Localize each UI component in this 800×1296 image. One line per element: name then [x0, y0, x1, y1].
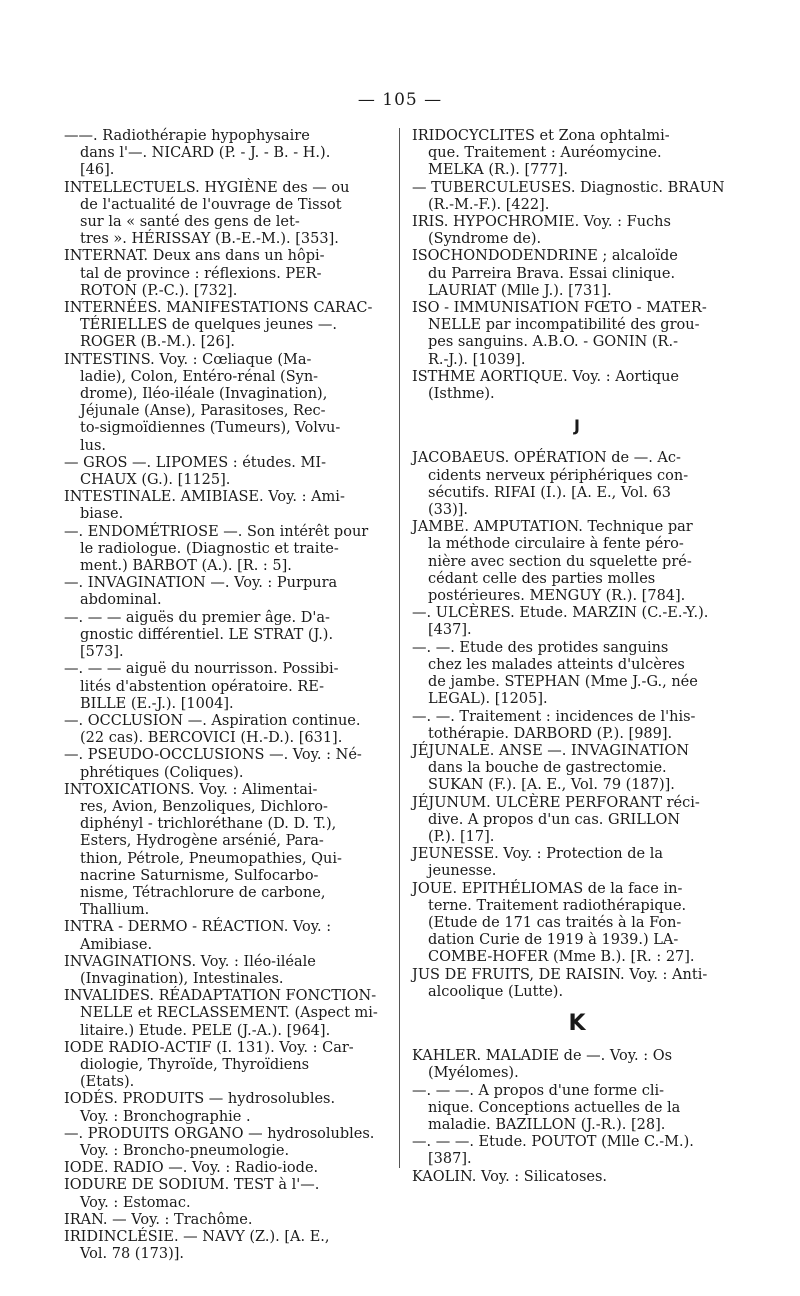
entry-line: chez les malades atteints d'ulcères — [428, 656, 685, 673]
index-entry — [64, 455, 386, 489]
entry-line: res, Avion, Benzoliques, Dichloro- — [80, 798, 328, 815]
entry-line: SUKAN (F.). [A. E., Vol. 79 (187)]. — [428, 777, 675, 794]
entry-line: cidents nerveux périphériques con- — [428, 467, 689, 484]
entry-line: dive. A propos d'un cas. GRILLON — [428, 811, 681, 828]
entry-line: — GROS —. LIPOMES : études. MI- — [64, 454, 326, 471]
index-entry — [412, 1083, 742, 1135]
section-k — [412, 1048, 742, 1186]
section-j — [412, 450, 742, 1001]
entry-line: de jambe. STEPHAN (Mme J.-G., née — [428, 674, 698, 691]
entry-line: (Isthme). — [428, 386, 495, 403]
entry-line: Vol. 78 (173)]. — [80, 1246, 185, 1263]
entry-line: Thallium. — [80, 902, 150, 919]
index-entry — [64, 713, 386, 747]
entry-line: (Syndrome de). — [428, 231, 542, 248]
entry-line: gnostic différentiel. LE STRAT (J.). — [80, 626, 334, 643]
entry-line: NELLE et RECLASSEMENT. (Aspect mi- — [80, 1005, 378, 1022]
entry-line: litaire.) Etude. PELE (J.-A.). [964]. — [80, 1022, 331, 1039]
entry-line: LEGAL). [1205]. — [428, 691, 548, 708]
entry-line: IRIDOCYCLITES et Zona ophtalmi- — [412, 128, 670, 144]
entry-line: to-sigmoïdiennes (Tumeurs), Volvu- — [80, 420, 341, 437]
entry-line: tres ». HÉRISSAY (B.-E.-M.). [353]. — [80, 231, 339, 248]
index-entry — [412, 180, 742, 214]
entry-line: (Etats). — [80, 1074, 135, 1091]
entry-line: ——. Radiothérapie hypophysaire — [64, 128, 310, 144]
entry-line: JACOBAEUS. OPÉRATION de —. Ac- — [412, 450, 681, 467]
index-entry — [64, 919, 386, 953]
entry-line: nière avec section du squelette pré- — [428, 553, 692, 570]
entry-line: [437]. — [428, 622, 472, 639]
entry-line: INTESTINS. Voy. : Cœliaque (Ma- — [64, 351, 312, 368]
entry-line: —. OCCLUSION —. Aspiration continue. — [64, 712, 361, 729]
entry-line: dans la bouche de gastrectomie. — [428, 760, 667, 777]
entry-line: —. — — aiguës du premier âge. D'a- — [64, 609, 330, 626]
entry-line: —. PSEUDO-OCCLUSIONS —. Voy. : Né- — [64, 747, 362, 764]
right-column — [412, 128, 742, 1186]
entry-line: INTRA - DERMO - RÉACTION. Voy. : — [64, 919, 332, 936]
index-entry — [412, 967, 742, 1001]
entry-line: maladie. BAZILLON (J.-R.). [28]. — [428, 1116, 666, 1133]
entry-line: JÉJUNALE. ANSE —. INVAGINATION — [412, 742, 690, 759]
entry-line: LAURIAT (Mlle J.). [731]. — [428, 282, 612, 299]
index-entry — [412, 128, 742, 180]
entry-line: [46]. — [80, 162, 115, 179]
index-entry — [64, 300, 386, 352]
entry-line: abdominal. — [80, 592, 162, 609]
entry-line: IODÉS. PRODUITS — hydrosolubles. — [64, 1091, 336, 1108]
index-entry — [412, 1048, 742, 1082]
index-entry — [64, 248, 386, 300]
entry-line: diologie, Thyroïde, Thyroïdiens — [80, 1056, 310, 1073]
index-entry — [64, 128, 386, 180]
entry-line: dation Curie de 1919 à 1939.) LA- — [428, 932, 679, 949]
entry-line: JAMBE. AMPUTATION. Technique par — [412, 519, 693, 536]
entry-line: R.-J.). [1039]. — [428, 351, 526, 368]
index-entry — [412, 1169, 742, 1186]
index-entry — [412, 214, 742, 248]
index-entry — [64, 661, 386, 713]
entry-line: NELLE par incompatibilité des grou- — [428, 317, 700, 334]
entry-line: nique. Conceptions actuelles de la — [428, 1099, 681, 1116]
entry-line: JOUE. EPITHÉLIOMAS de la face in- — [412, 880, 683, 897]
entry-line: CHAUX (G.). [1125]. — [80, 472, 231, 489]
index-entry — [64, 489, 386, 523]
entry-line: phrétiques (Coliques). — [80, 764, 244, 781]
entry-line: ISOCHONDODENDRINE ; alcaloïde — [412, 248, 678, 265]
index-entry — [64, 954, 386, 988]
entry-line: JÉJUNUM. ULCÈRE PERFORANT réci- — [412, 794, 700, 811]
index-entry — [64, 575, 386, 609]
index-entry — [412, 1134, 742, 1168]
entry-line: ROGER (B.-M.). [26]. — [80, 334, 236, 351]
entry-line: IODURE DE SODIUM. TEST à l'—. — [64, 1177, 320, 1194]
entry-line: ment.) BARBOT (A.). [R. : 5]. — [80, 558, 292, 575]
entry-line: (P.). [17]. — [428, 828, 495, 845]
entry-line: ISTHME AORTIQUE. Voy. : Aortique — [412, 368, 679, 385]
entry-line: diphényl - trichloréthane (D. D. T.), — [80, 816, 337, 833]
entry-line: ISO - IMMUNISATION FŒTO - MATER- — [412, 300, 707, 317]
entry-line: BILLE (E.-J.). [1004]. — [80, 695, 234, 712]
entry-line: du Parreira Brava. Essai clinique. — [428, 265, 676, 282]
entry-line: IODE RADIO-ACTIF (I. 131). Voy. : Car- — [64, 1039, 354, 1056]
entry-line: IRIS. HYPOCHROMIE. Voy. : Fuchs — [412, 214, 671, 231]
entry-line: jeunesse. — [428, 863, 497, 880]
entry-line: Voy. : Broncho-pneumologie. — [80, 1142, 290, 1159]
entry-line: Esters, Hydrogène arsénié, Para- — [80, 833, 324, 850]
section-letter-j: J — [574, 416, 580, 436]
entry-line: drome), Iléo-iléale (Invagination), — [80, 386, 328, 403]
entry-line: INTERNAT. Deux ans dans un hôpi- — [64, 248, 325, 265]
entry-line: IODE. RADIO —. Voy. : Radio-iode. — [64, 1160, 319, 1177]
entry-line: ROTON (P.-C.). [732]. — [80, 282, 238, 299]
entry-line: INTELLECTUELS. HYGIÈNE des — ou — [64, 179, 350, 196]
entry-line: Voy. : Bronchographie . — [80, 1108, 251, 1125]
index-entry — [412, 605, 742, 639]
entry-line: [573]. — [80, 644, 124, 661]
entry-line: —. PRODUITS ORGANO — hydrosolubles. — [64, 1125, 375, 1142]
entry-line: (33)]. — [428, 502, 469, 519]
entry-line: INVAGINATIONS. Voy. : Iléo-iléale — [64, 953, 316, 970]
entry-line: (Myélomes). — [428, 1065, 519, 1082]
entry-line: [387]. — [428, 1151, 472, 1168]
entry-line: biase. — [80, 506, 124, 523]
index-entry — [64, 180, 386, 249]
index-entry — [412, 743, 742, 795]
entry-line: —. ULCÈRES. Etude. MARZIN (C.-E.-Y.). — [412, 605, 709, 622]
column-divider — [399, 128, 400, 1168]
entry-line: JEUNESSE. Voy. : Protection de la — [412, 846, 663, 863]
entry-line: Jéjunale (Anse), Parasitoses, Rec- — [80, 403, 326, 420]
entry-line: cédant celle des parties molles — [428, 570, 656, 587]
entry-line: JUS DE FRUITS, DE RAISIN. Voy. : Anti- — [412, 966, 708, 983]
entry-line: le radiologue. (Diagnostic et traite- — [80, 540, 339, 557]
section-letter-k: K — [568, 1010, 586, 1036]
entry-line: thion, Pétrole, Pneumopathies, Qui- — [80, 850, 342, 867]
entry-line: nisme, Tétrachlorure de carbone, — [80, 884, 326, 901]
entry-line: INTESTINALE. AMIBIASE. Voy. : Ami- — [64, 489, 345, 506]
index-entry — [64, 1177, 386, 1211]
entry-line: COMBE-HOFER (Mme B.). [R. : 27]. — [428, 949, 695, 966]
entry-line: INTERNÉES. MANIFESTATIONS CARAC- — [64, 300, 373, 317]
index-entry — [412, 300, 742, 369]
entry-line: IRIDINCLÉSIE. — NAVY (Z.). [A. E., — [64, 1229, 330, 1245]
entry-line: nacrine Saturnisme, Sulfocarbo- — [80, 867, 319, 884]
index-entry — [412, 846, 742, 880]
index-entry — [64, 988, 386, 1040]
entry-line: tal de province : réflexions. PER- — [80, 265, 322, 282]
index-entry — [64, 610, 386, 662]
index-entry — [412, 709, 742, 743]
entry-line: de l'actualité de l'ouvrage de Tissot — [80, 196, 342, 213]
index-entry — [412, 248, 742, 300]
entry-line: Amibiase. — [80, 936, 153, 953]
entry-line: (22 cas). BERCOVICI (H.-D.). [631]. — [80, 730, 343, 747]
entry-line: pes sanguins. A.B.O. - GONIN (R.- — [428, 334, 678, 351]
index-entry — [412, 640, 742, 709]
entry-line: —. ENDOMÉTRIOSE —. Son intérêt pour — [64, 523, 369, 540]
entry-line: —. — —. Etude. POUTOT (Mlle C.-M.). — [412, 1134, 694, 1151]
entry-line: KAHLER. MALADIE de —. Voy. : Os — [412, 1048, 673, 1065]
entry-line: —. —. Etude des protides sanguins — [412, 639, 669, 656]
entry-line: postérieures. MENGUY (R.). [784]. — [428, 588, 686, 605]
entry-line: — TUBERCULEUSES. Diagnostic. BRAUN — [412, 179, 725, 196]
entry-line: tothérapie. DARBORD (P.). [989]. — [428, 725, 673, 742]
entry-line: —. INVAGINATION —. Voy. : Purpura — [64, 575, 338, 592]
index-entry — [64, 1126, 386, 1160]
entry-line: lus. — [80, 437, 107, 454]
index-entry — [64, 1229, 386, 1263]
entry-line: terne. Traitement radiothérapique. — [428, 897, 687, 914]
entry-line: INTOXICATIONS. Voy. : Alimentai- — [64, 781, 318, 798]
entry-line: (Etude de 171 cas traités à la Fon- — [428, 914, 682, 931]
entry-line: —. — — aiguë du nourrisson. Possibi- — [64, 661, 339, 678]
entry-line: sur la « santé des gens de let- — [80, 214, 300, 231]
entry-line: que. Traitement : Auréomycine. — [428, 145, 662, 162]
index-entry — [64, 1091, 386, 1125]
index-entry — [412, 369, 742, 403]
index-entry — [412, 519, 742, 605]
index-entry — [64, 352, 386, 455]
entry-line: —. —. Traitement : incidences de l'his- — [412, 708, 696, 725]
left-column — [64, 128, 386, 1263]
entry-line: alcoolique (Lutte). — [428, 983, 564, 1000]
index-entry — [64, 1040, 386, 1092]
index-entry — [64, 782, 386, 920]
entry-line: la méthode circulaire à fente péro- — [428, 536, 684, 553]
index-entry — [412, 881, 742, 967]
index-entry — [412, 795, 742, 847]
entry-line: MELKA (R.). [777]. — [428, 162, 569, 179]
entry-line: (Invagination), Intestinales. — [80, 970, 284, 987]
entry-line: (R.-M.-F.). [422]. — [428, 196, 550, 213]
entry-line: dans l'—. NICARD (P. - J. - B. - H.). — [80, 145, 331, 162]
index-entry — [64, 1160, 386, 1177]
index-entry — [64, 747, 386, 781]
index-entry — [412, 450, 742, 519]
entry-line: KAOLIN. Voy. : Silicatoses. — [412, 1168, 608, 1185]
entry-line: sécutifs. RIFAI (I.). [A. E., Vol. 63 — [428, 484, 672, 501]
index-entry — [64, 524, 386, 576]
entry-line: lités d'abstention opératoire. RE- — [80, 678, 325, 695]
entry-line: Voy. : Estomac. — [80, 1194, 191, 1211]
index-entry — [64, 1212, 386, 1229]
entry-line: ladie), Colon, Entéro-rénal (Syn- — [80, 368, 319, 385]
entry-line: TÉRIELLES de quelques jeunes —. — [80, 317, 337, 334]
entry-line: INVALIDES. RÉADAPTATION FONCTION- — [64, 988, 377, 1005]
entry-line: IRAN. — Voy. : Trachôme. — [64, 1211, 253, 1228]
section-i-continued — [412, 128, 742, 403]
entry-line: —. — —. A propos d'une forme cli- — [412, 1082, 665, 1099]
page-number: — 105 — — [357, 90, 443, 110]
